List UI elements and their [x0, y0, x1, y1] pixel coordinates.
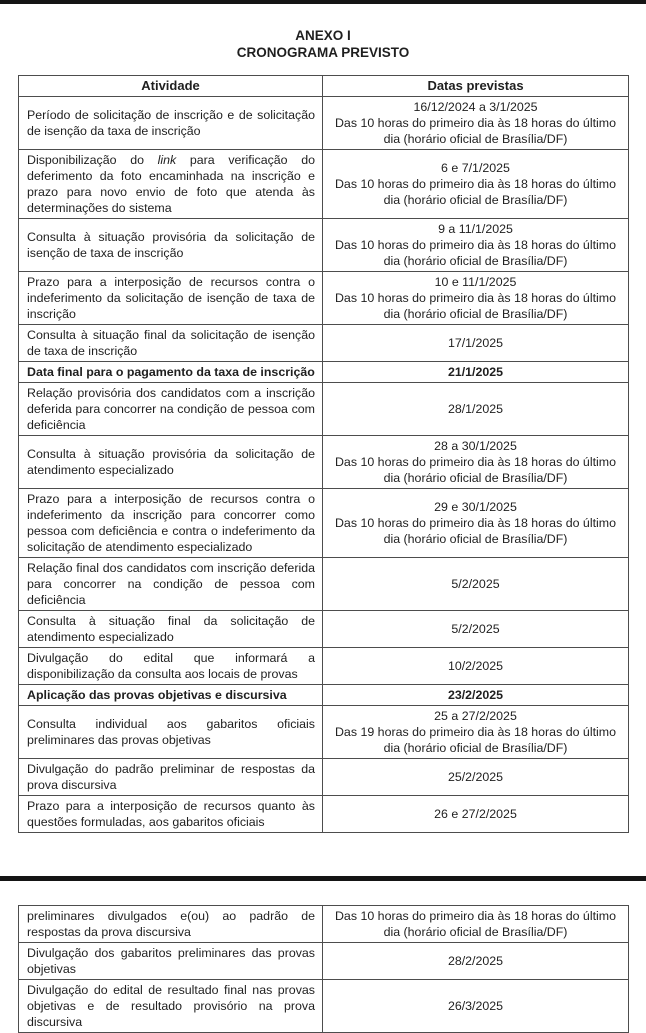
dates-line: Das 10 horas do primeiro dia às 18 horas do último dia (horário oficial de Brasília/DF): [334, 516, 616, 546]
table-row: [19, 325, 629, 362]
dates-cell: [323, 980, 629, 1033]
dates-line: Das 19 horas do primeiro dia às 18 horas do último dia (horário oficial de Brasília/DF): [334, 725, 616, 755]
cronograma-table-page1: [18, 75, 629, 833]
table-row: [19, 219, 629, 272]
dates-cell: [323, 150, 629, 219]
dates-line: 10/2/2025: [447, 659, 504, 673]
dates-line: Das 10 horas do primeiro dia às 18 horas do último dia (horário oficial de Brasília/DF): [334, 909, 616, 939]
dates-cell: [323, 943, 629, 980]
activity-cell: Consulta à situação final da solicitação de isenção de taxa de inscrição: [19, 325, 323, 362]
dates-line: 5/2/2025: [451, 577, 500, 591]
dates-cell: [323, 97, 629, 150]
table-row: [19, 706, 629, 759]
dates-line: 26 e 27/2/2025: [434, 807, 517, 821]
dates-cell: [323, 906, 629, 943]
dates-line: Das 10 horas do primeiro dia às 18 horas do último dia (horário oficial de Brasília/DF): [334, 238, 616, 268]
dates-cell: [323, 325, 629, 362]
table-row: [19, 97, 629, 150]
dates-line: 25 a 27/2/2025: [434, 709, 517, 723]
activity-cell: Prazo para a interposição de recursos quanto às questões formuladas, aos gabaritos oficiais: [19, 796, 323, 833]
table-row: [19, 685, 629, 706]
dates-cell: [323, 272, 629, 325]
dates-line: 10 e 11/1/2025: [434, 275, 517, 289]
table-row: [19, 759, 629, 796]
dates-line: Das 10 horas do primeiro dia às 18 horas do último dia (horário oficial de Brasília/DF): [334, 455, 616, 485]
activity-cell: Consulta individual aos gabaritos oficiais preliminares das provas objetivas: [19, 706, 323, 759]
dates-cell: [323, 219, 629, 272]
dates-line: Das 10 horas do primeiro dia às 18 horas do último dia (horário oficial de Brasília/DF): [334, 177, 616, 207]
table-row: [19, 489, 629, 558]
activity-cell: preliminares divulgados e(ou) ao padrão de respostas da prova discursiva: [19, 906, 323, 943]
dates-line: 17/1/2025: [447, 336, 504, 350]
activity-cell: Prazo para a interposição de recursos contra o indeferimento da inscrição para concorrer como pessoa com deficiência e contra o indeferimento da solicitação de atendimento especializado: [19, 489, 323, 558]
dates-line: 28/1/2025: [447, 402, 504, 416]
table-row: [19, 558, 629, 611]
page-title: ANEXO I: [295, 28, 351, 43]
activity-cell: Divulgação do padrão preliminar de respostas da prova discursiva: [19, 759, 323, 796]
schedule-table-continuation: [18, 905, 629, 1033]
table-row: [19, 980, 629, 1033]
activity-cell: Divulgação dos gabaritos preliminares das provas objetivas: [19, 943, 323, 980]
dates-line: Das 10 horas do primeiro dia às 18 horas do último dia (horário oficial de Brasília/DF): [334, 291, 616, 321]
dates-line: 25/2/2025: [447, 770, 504, 784]
activity-cell: Prazo para a interposição de recursos contra o indeferimento da solicitação de isenção de taxa de inscrição: [19, 272, 323, 325]
dates-cell: [323, 611, 629, 648]
cronograma-table-page2-continuation: [18, 905, 629, 1033]
dates-line: 28 a 30/1/2025: [434, 439, 517, 453]
table-row: [19, 436, 629, 489]
activity-cell: Consulta à situação final da solicitação de atendimento especializado: [19, 611, 323, 648]
column-header-atividade: Atividade: [19, 76, 323, 97]
dates-line: Das 10 horas do primeiro dia às 18 horas do último dia (horário oficial de Brasília/DF): [334, 116, 616, 146]
header-row: [19, 76, 629, 97]
activity-cell: Divulgação do edital de resultado final nas provas objetivas e de resultado provisório na prova discursiva: [19, 980, 323, 1033]
dates-cell: [323, 489, 629, 558]
dates-line: 6 e 7/1/2025: [441, 161, 510, 175]
dates-cell: [323, 706, 629, 759]
activity-cell: Período de solicitação de inscrição e de solicitação de isenção da taxa de inscrição: [19, 97, 323, 150]
dates-line: 9 a 11/1/2025: [438, 222, 513, 236]
activity-cell: Disponibilização do link para verificação do deferimento da foto encaminhada na inscrição e prazo para novo envio de foto que atenda às determinações do sistema: [19, 150, 323, 219]
activity-cell: Aplicação das provas objetivas e discursiva: [19, 685, 323, 706]
dates-cell: [323, 558, 629, 611]
dates-cell: [323, 685, 629, 706]
dates-cell: [323, 759, 629, 796]
dates-cell: [323, 362, 629, 383]
table-row: [19, 906, 629, 943]
page-subtitle: CRONOGRAMA PREVISTO: [236, 45, 410, 60]
page-break-separator: [0, 876, 646, 881]
table-row: [19, 648, 629, 685]
table-row: [19, 383, 629, 436]
dates-cell: [323, 648, 629, 685]
activity-cell: Relação final dos candidatos com inscrição deferida para concorrer na condição de pessoa com deficiência: [19, 558, 323, 611]
scan-artifact-top-bar: [0, 0, 646, 4]
table-row: [19, 272, 629, 325]
table-row: [19, 611, 629, 648]
activity-cell: Data final para o pagamento da taxa de inscrição: [19, 362, 323, 383]
dates-line: 29 e 30/1/2025: [434, 500, 517, 514]
activity-cell: Consulta à situação provisória da solicitação de atendimento especializado: [19, 436, 323, 489]
document-header: [0, 27, 646, 61]
column-header-datas-previstas: Datas previstas: [323, 76, 629, 97]
activity-cell: Relação provisória dos candidatos com a inscrição deferida para concorrer na condição de pessoa com deficiência: [19, 383, 323, 436]
italic-text: link: [157, 153, 177, 167]
dates-line: 21/1/2025: [447, 365, 504, 379]
schedule-table: [18, 75, 629, 833]
dates-cell: [323, 436, 629, 489]
dates-cell: [323, 383, 629, 436]
dates-line: 23/2/2025: [447, 688, 504, 702]
activity-cell: Divulgação do edital que informará a disponibilização da consulta aos locais de provas: [19, 648, 323, 685]
table-row: [19, 362, 629, 383]
table-row: [19, 943, 629, 980]
table-row: [19, 796, 629, 833]
dates-line: 16/12/2024 a 3/1/2025: [413, 100, 538, 114]
activity-cell: Consulta à situação provisória da solicitação de isenção de taxa de inscrição: [19, 219, 323, 272]
dates-line: 26/3/2025: [447, 999, 504, 1013]
dates-line: 28/2/2025: [447, 954, 504, 968]
table-row: [19, 150, 629, 219]
dates-line: 5/2/2025: [451, 622, 500, 636]
dates-cell: [323, 796, 629, 833]
